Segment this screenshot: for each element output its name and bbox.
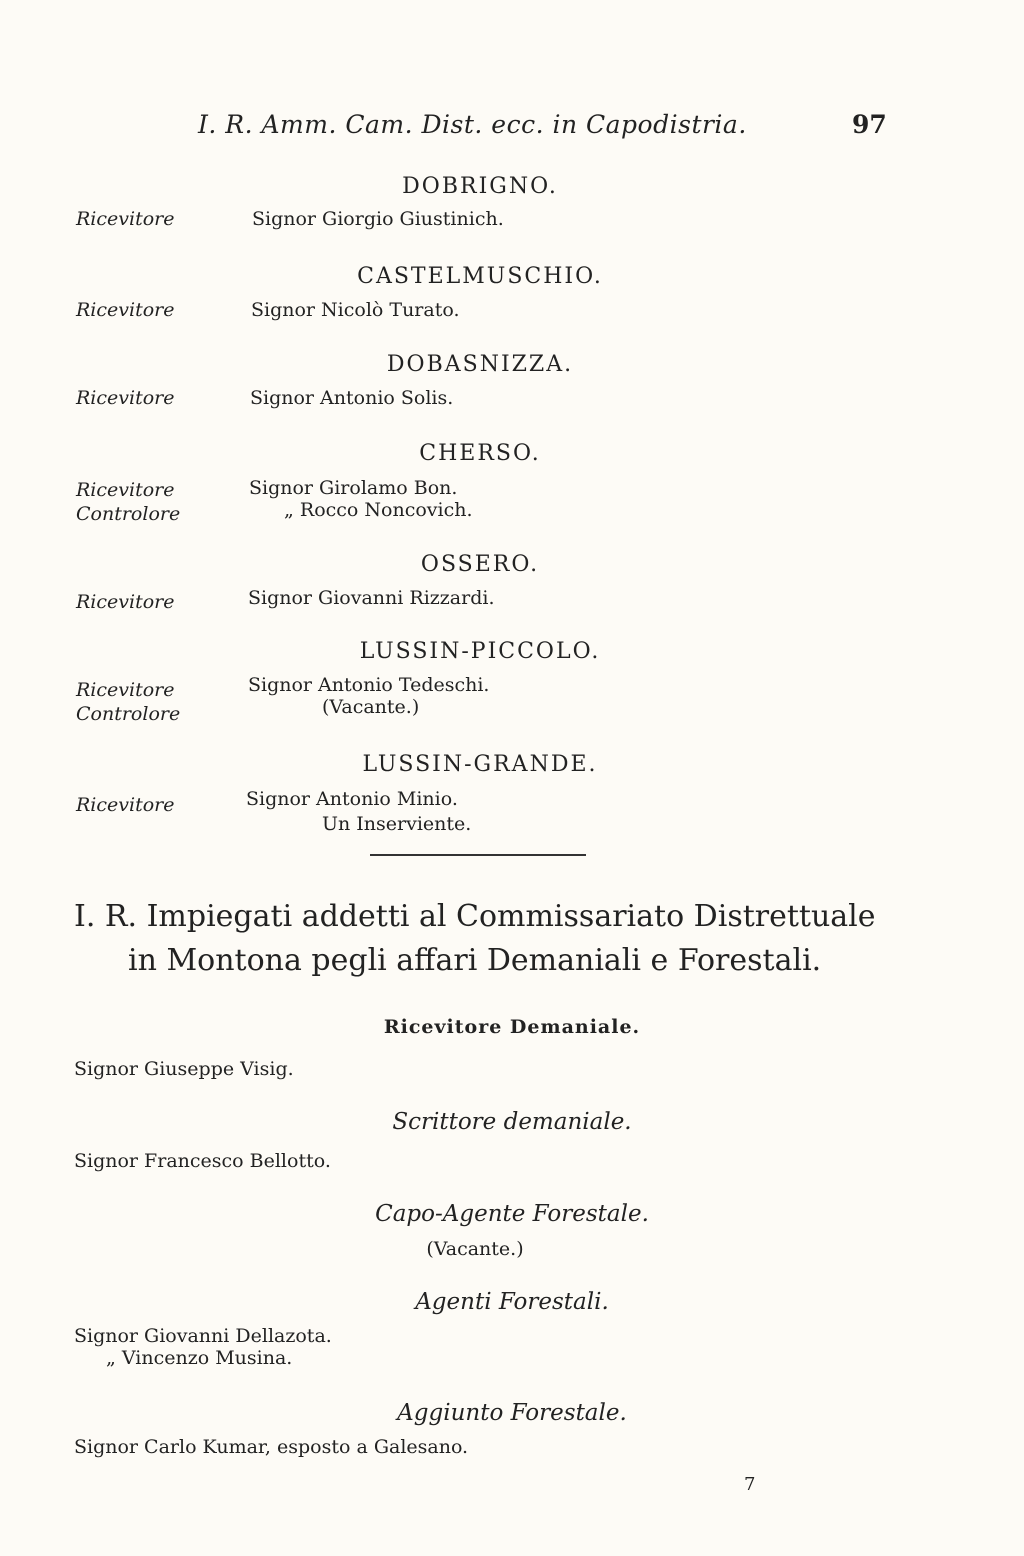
block-heading: Ricevitore Demaniale. (383, 1016, 641, 1038)
signature-mark: 7 (744, 1474, 756, 1495)
person-name: Signor Girolamo Bon. (249, 477, 458, 499)
person-name: Signor Carlo Kumar, esposto a Galesano. (74, 1436, 469, 1458)
running-header: I. R. Amm. Cam. Dist. ecc. in Capodistria. (198, 110, 747, 139)
block-heading: Scrittore demaniale. (392, 1109, 632, 1135)
role-label: Ricevitore (76, 387, 175, 409)
section-title-line2: in Montona pegli affari Demaniali e Forestali. (128, 943, 822, 978)
town-heading-dobrigno: DOBRIGNO. (402, 174, 558, 199)
town-heading-dobasnizza: DOBASNIZZA. (386, 352, 574, 377)
block-heading: Aggiunto Forestale. (397, 1400, 627, 1426)
block-heading: Capo-Agente Forestale. (375, 1201, 649, 1227)
role-label: Controlore (76, 503, 181, 525)
role-label: Ricevitore (76, 479, 175, 501)
person-name: Signor Nicolò Turato. (251, 299, 460, 321)
person-name: Signor Giuseppe Visig. (74, 1058, 294, 1080)
block-heading: Agenti Forestali. (415, 1289, 609, 1315)
town-heading-lussin-grande: LUSSIN-GRANDE. (362, 752, 598, 777)
role-label: Ricevitore (76, 591, 175, 613)
person-name: „ Vincenzo Musina. (106, 1347, 293, 1369)
person-name: Signor Antonio Minio. (246, 788, 458, 810)
person-name: Signor Giorgio Giustinich. (252, 208, 504, 230)
page-number: 97 (852, 110, 887, 139)
section-title-line1: I. R. Impiegati addetti al Commissariato Distrettuale (74, 899, 876, 934)
person-name: Signor Antonio Solis. (250, 387, 454, 409)
person-name: (Vacante.) (322, 696, 420, 718)
town-heading-cherso: CHERSO. (419, 441, 541, 466)
person-name: Signor Giovanni Rizzardi. (248, 587, 495, 609)
role-label: Ricevitore (76, 208, 175, 230)
person-name: Un Inserviente. (322, 813, 472, 835)
person-name: Signor Francesco Bellotto. (74, 1150, 331, 1172)
role-label: Ricevitore (76, 679, 175, 701)
person-name: „ Rocco Noncovich. (284, 499, 473, 521)
role-label: Ricevitore (76, 299, 175, 321)
role-label: Ricevitore (76, 794, 175, 816)
town-heading-ossero: OSSERO. (420, 552, 540, 577)
section-divider (370, 854, 586, 856)
role-label: Controlore (76, 703, 181, 725)
person-name: Signor Antonio Tedeschi. (248, 674, 490, 696)
person-name: Signor Giovanni Dellazota. (74, 1325, 332, 1347)
town-heading-castelmuschio: CASTELMUSCHIO. (357, 264, 603, 289)
town-heading-lussin-piccolo: LUSSIN-PICCOLO. (359, 639, 601, 664)
vacancy-note: (Vacante.) (426, 1238, 524, 1260)
